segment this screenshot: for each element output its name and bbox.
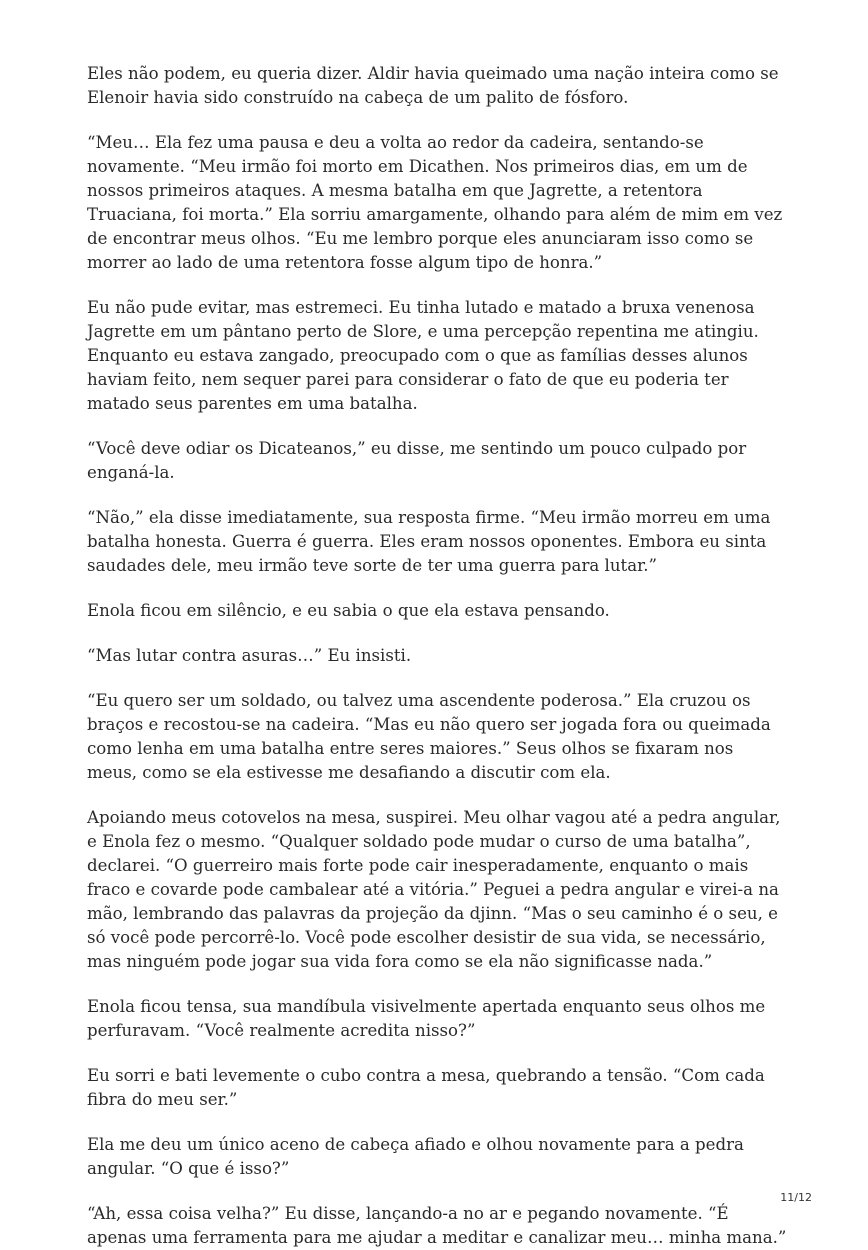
paragraph: “Não,” ela disse imediatamente, sua resposta firme. “Meu irmão morreu em uma batalha honesta. Guerra é guerra. Eles eram nossos oponentes. Embora eu sinta saudades dele, meu irmão teve sorte de ter uma guerra para lutar.” [87, 508, 771, 575]
paragraph: Ela me deu um único aceno de cabeça afiado e olhou novamente para a pedra angular. “O que é isso?” [87, 1135, 744, 1178]
paragraph: Enola ficou tensa, sua mandíbula visivelmente apertada enquanto seus olhos me perfuravam. “Você realmente acredita nisso?” [87, 997, 766, 1040]
paragraph: “Eu quero ser um soldado, ou talvez uma ascendente poderosa.” Ela cruzou os braços e recostou-se na cadeira. “Mas eu não quero ser jogada fora ou queimada como lenha em uma batalha entre seres maiores.” Seus olhos se fixaram nos meus, como se ela estivesse me desafiando a discutir com ela. [87, 691, 771, 782]
paragraph: Eu não pude evitar, mas estremeci. Eu tinha lutado e matado a bruxa venenosa Jagrette em um pântano perto de Slore, e uma percepção repentina me atingiu. Enquanto eu estava zangado, preocupado com o que as famílias desses alunos haviam feito, nem sequer parei para considerar o fato de que eu poderia ter matado seus parentes em uma batalha. [87, 298, 759, 413]
paragraph: Apoiando meus cotovelos na mesa, suspirei. Meu olhar vagou até a pedra angular, e Enola fez o mesmo. “Qualquer soldado pode mudar o curso de uma batalha”, declarei. “O guerreiro mais forte pode cair inesperadamente, enquanto o mais fraco e covarde pode cambalear até a vitória.” Peguei a pedra angular e virei-a na mão, lembrando das palavras da projeção da djinn. “Mas o seu caminho é o seu, e só você pode percorrê-lo. Você pode escolher desistir de sua vida, se necessário, mas ninguém pode jogar sua vida fora como se ela não significasse nada.” [87, 808, 781, 971]
paragraph: “Mas lutar contra asuras…” Eu insisti. [87, 646, 412, 665]
paragraph: “Meu… Ela fez uma pausa e deu a volta ao redor da cadeira, sentando-se novamente. “Meu irmão foi morto em Dicathen. Nos primeiros dias, em um de nossos primeiros ataques. A mesma batalha em que Jagrette, a retentora Truaciana, foi morta.” Ela sorriu amargamente, olhando para além de mim em vez de encontrar meus olhos. “Eu me lembro porque eles anunciaram isso como se morrer ao lado de uma retentora fosse algum tipo de honra.” [87, 133, 783, 272]
page-number: 11/12 [780, 1191, 812, 1204]
paragraph: Eu sorri e bati levemente o cubo contra a mesa, quebrando a tensão. “Com cada fibra do meu ser.” [87, 1066, 765, 1109]
paragraph: “Ah, essa coisa velha?” Eu disse, lançando-a no ar e pegando novamente. “É apenas uma ferramenta para me ajudar a meditar e canalizar meu… minha mana.” [87, 1204, 787, 1247]
paragraph: Eles não podem, eu queria dizer. Aldir havia queimado uma nação inteira como se Elenoir havia sido construído na cabeça de um palito de fósforo. [87, 64, 779, 107]
paragraph: Enola ficou em silêncio, e eu sabia o que ela estava pensando. [87, 601, 610, 620]
paragraph: “Você deve odiar os Dicateanos,” eu disse, me sentindo um pouco culpado por enganá-la. [87, 439, 747, 482]
